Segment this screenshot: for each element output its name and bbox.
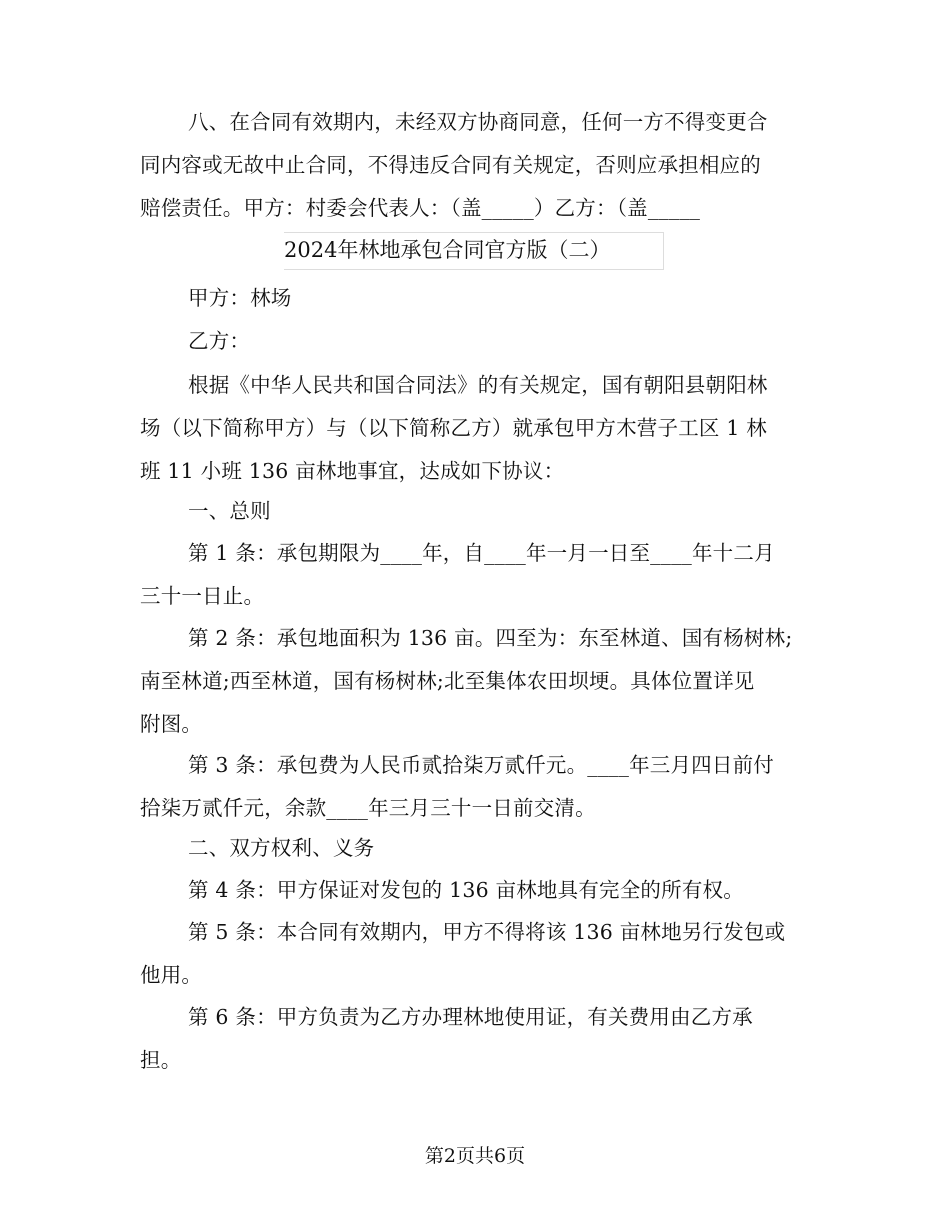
article-5-line-1: 第 5 条：本合同有效期内，甲方不得将该 136 亩林地另行发包或 [188,920,786,944]
page-number-footer: 第2页共6页 [424,1145,526,1167]
intro-line-1: 根据《中华人民共和国合同法》的有关规定，国有朝阳县朝阳林 [188,373,768,397]
clause-8-line-2: 同内容或无故中止合同，不得违反合同有关规定，否则应承担相应的 [140,153,761,177]
clause-8-line-3: 赔偿责任。甲方：村委会代表人：（盖_____）乙方：（盖_____ [140,196,701,220]
intro-line-2: 场（以下简称甲方）与（以下简称乙方）就承包甲方木营子工区 1 林 [140,416,767,440]
article-2-line-3: 附图。 [140,712,203,736]
article-2-line-1: 第 2 条：承包地面积为 136 亩。四至为：东至林道、国有杨树林; [188,626,793,650]
article-5-line-2: 他用。 [140,963,203,987]
article-2-line-2: 南至林道;西至林道，国有杨树林;北至集体农田坝埂。具体位置详见 [140,669,755,693]
article-4: 第 4 条：甲方保证对发包的 136 亩林地具有完全的所有权。 [188,878,744,902]
party-b: 乙方： [188,329,251,353]
article-6-line-2: 担。 [140,1048,182,1072]
article-1-line-1: 第 1 条：承包期限为____年，自____年一月一日至____年十二月 [188,541,775,565]
intro-line-3: 班 11 小班 136 亩林地事宜，达成如下协议： [140,459,565,483]
article-3-line-2: 拾柒万贰仟元，余款____年三月三十一日前交清。 [140,796,596,820]
clause-8-line-1: 八、在合同有效期内，未经双方协商同意，任何一方不得变更合 [188,110,768,134]
document-title: 2024年林地承包合同官方版（二） [284,232,664,270]
article-3-line-1: 第 3 条：承包费为人民币贰拾柒万贰仟元。____年三月四日前付 [188,753,774,777]
article-6-line-1: 第 6 条：甲方负责为乙方办理林地使用证，有关费用由乙方承 [188,1005,753,1029]
section-general-heading: 一、总则 [188,499,271,523]
party-a: 甲方：林场 [188,286,292,310]
section-rights-heading: 二、双方权利、义务 [188,836,375,860]
article-1-line-2: 三十一日止。 [140,584,265,608]
